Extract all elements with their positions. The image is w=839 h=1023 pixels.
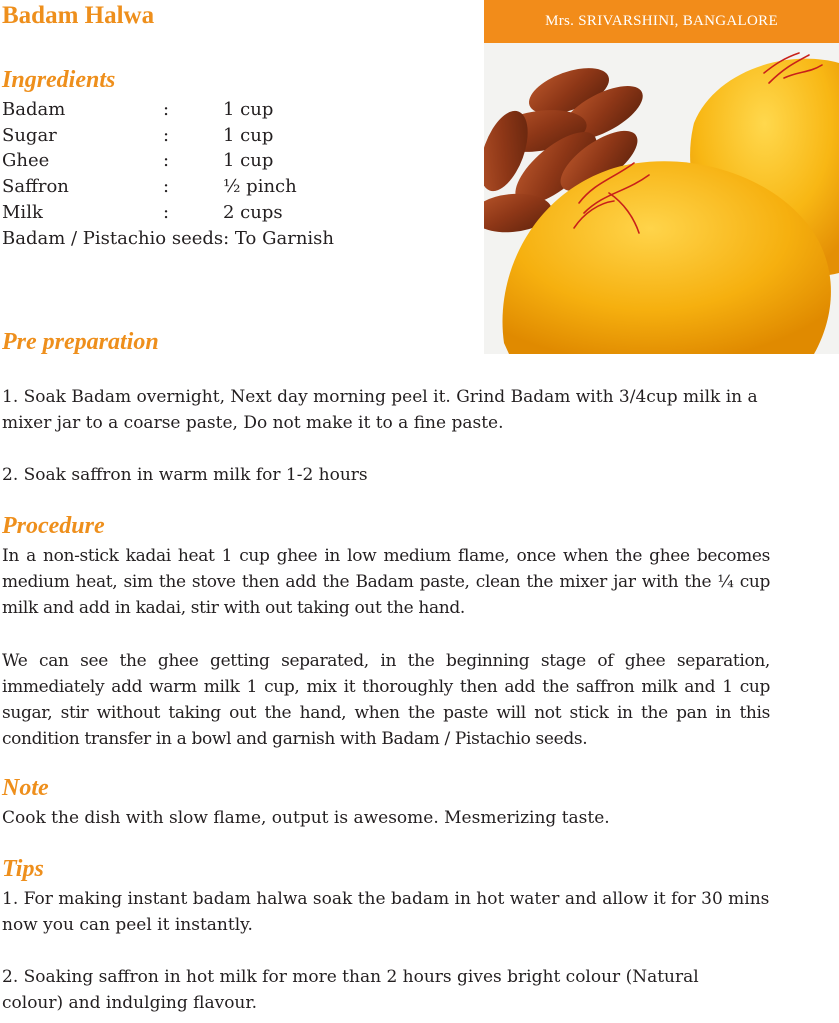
ingredient-name: Milk xyxy=(2,202,43,223)
author-banner xyxy=(484,0,839,43)
pre-preparation-step: 1. Soak Badam overnight, Next day morning peel it. Grind Badam with 3/4cup milk in a mixer jar to a coarse paste, Do not make it to a fine paste. xyxy=(2,387,758,433)
pre-preparation-step: 2. Soak saffron in warm milk for 1-2 hours xyxy=(2,465,368,485)
ingredients-heading: Ingredients xyxy=(2,67,116,93)
ingredient-quantity: ½ pinch xyxy=(223,176,297,197)
ingredient-separator: : xyxy=(163,202,170,223)
procedure-heading: Procedure xyxy=(2,513,105,539)
tip-item: 2. Soaking saffron in hot milk for more than 2 hours gives bright colour (Natural colour) and indulging flavour. xyxy=(2,967,699,1013)
procedure-paragraph: We can see the ghee getting separated, in the beginning stage of ghee separation, immediately add warm milk 1 cup, mix it thoroughly then add the saffron milk and 1 cup sugar, stir without taking out the hand, when the paste will not stick in the pan in this condition transfer in a bowl and garnish with Badam / Pistachio seeds. xyxy=(2,651,770,749)
pre-preparation-heading: Pre preparation xyxy=(2,329,159,355)
ingredient-separator: : xyxy=(163,125,170,146)
ingredient-separator: : xyxy=(163,99,170,120)
ingredient-quantity: 1 cup xyxy=(223,99,274,120)
ingredient-separator: : xyxy=(163,176,170,197)
ingredient-name: Ghee xyxy=(2,150,50,171)
note-text: Cook the dish with slow flame, output is awesome. Mesmerizing taste. xyxy=(2,808,610,828)
ingredient-name: Saffron xyxy=(2,176,69,197)
tip-item: 1. For making instant badam halwa soak the badam in hot water and allow it for 30 mins now you can peel it instantly. xyxy=(2,889,770,935)
badam-halwa-photo xyxy=(484,43,839,354)
ingredient-quantity: 1 cup xyxy=(223,150,274,171)
ingredient-quantity: 1 cup xyxy=(223,125,274,146)
ingredient-name: Badam xyxy=(2,99,66,120)
author-name: Mrs. SRIVARSHINI, BANGALORE xyxy=(545,13,778,29)
ingredient-separator: : xyxy=(163,150,170,171)
note-heading: Note xyxy=(2,775,49,801)
ingredient-quantity: 2 cups xyxy=(223,202,283,223)
ingredient-name: Sugar xyxy=(2,125,57,146)
procedure-paragraph: In a non-stick kadai heat 1 cup ghee in low medium flame, once when the ghee becomes medium heat, sim the stove then add the Badam paste, clean the mixer jar with the ¼ cup milk and add in kadai, stir with out taking out the hand. xyxy=(2,546,770,618)
garnish-text: Badam / Pistachio seeds: To Garnish xyxy=(2,228,334,249)
tips-heading: Tips xyxy=(2,856,44,882)
recipe-title: Badam Halwa xyxy=(2,2,155,29)
